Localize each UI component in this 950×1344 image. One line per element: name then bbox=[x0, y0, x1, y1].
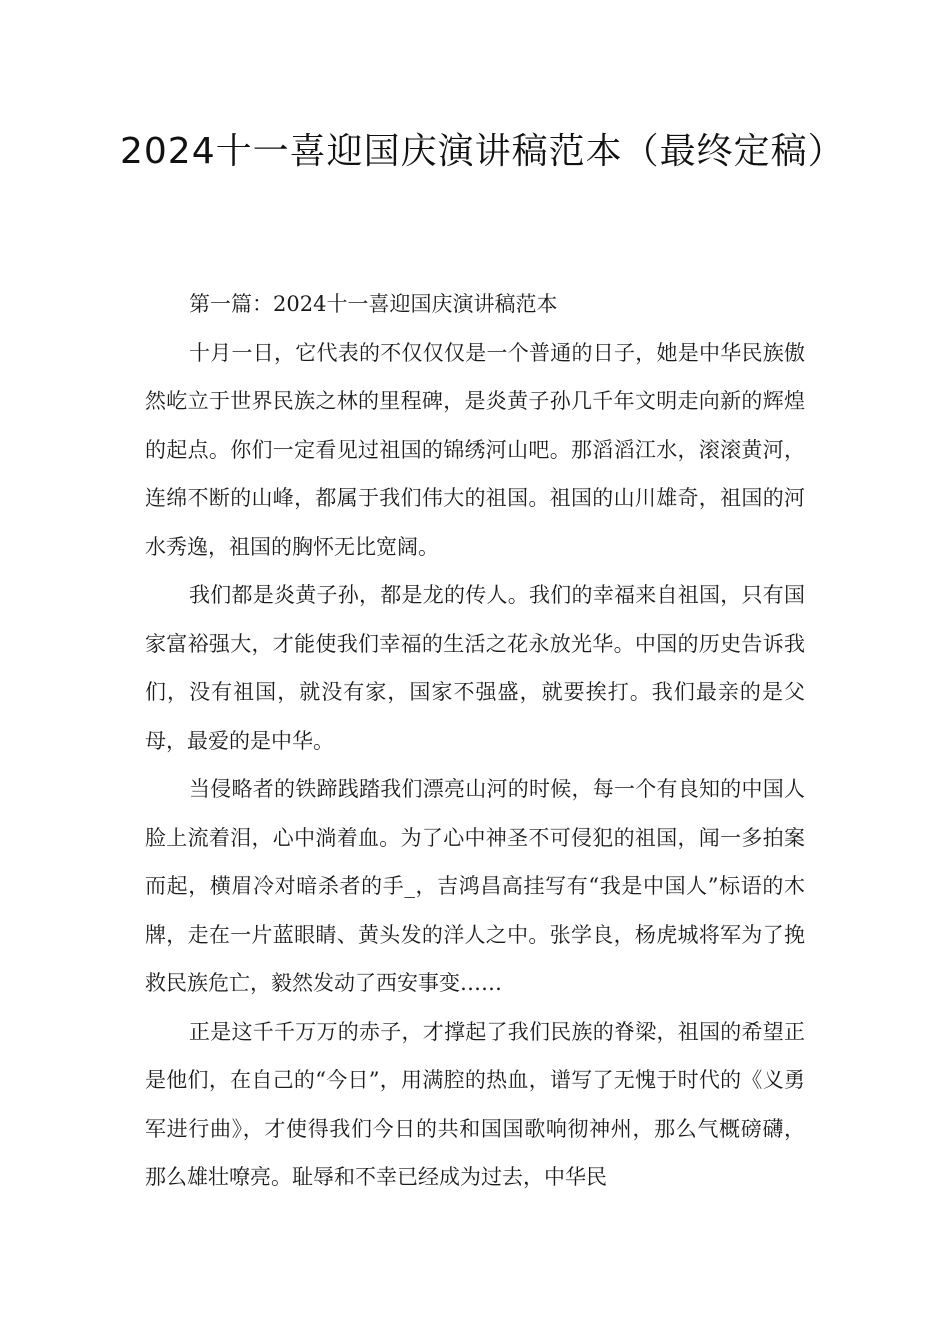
paragraph: 我们都是炎黄子孙，都是龙的传人。我们的幸福来自祖国，只有国家富裕强大，才能使我们幸福的生活之花永放光华。中国的历史告诉我们，没有祖国，就没有家，国家不强盛，就要挨打。我们最亲的是父母，最爱的是中华。 bbox=[145, 583, 805, 753]
document-title: 2024十一喜迎国庆演讲稿范本（最终定稿） bbox=[120, 131, 845, 172]
section-heading: 第一篇：2024十一喜迎国庆演讲稿范本 bbox=[189, 292, 558, 316]
paragraph: 正是这千千万万的赤子，才撑起了我们民族的脊梁，祖国的希望正是他们，在自己的“今日”，用满腔的热血，谱写了无愧于时代的《义勇军进行曲》，才使得我们今日的共和国国歌响彻神州，那么气概磅礴，那么雄壮嘹亮。耻辱和不幸已经成为过去，中华民 bbox=[145, 1019, 805, 1189]
paragraph: 十月一日，它代表的不仅仅仅是一个普通的日子，她是中华民族傲然屹立于世界民族之林的里程碑，是炎黄子孙几千年文明走向新的辉煌的起点。你们一定看见过祖国的锦绣河山吧。那滔滔江水，滚滚黄河，连绵不断的山峰，都属于我们伟大的祖国。祖国的山川雄奇，祖国的河水秀逸，祖国的胸怀无比宽阔。 bbox=[145, 340, 805, 559]
paragraph: 当侵略者的铁蹄践踏我们漂亮山河的时候，每一个有良知的中国人脸上流着泪，心中淌着血。为了心中神圣不可侵犯的祖国，闻一多拍案而起，横眉冷对暗杀者的手_，吉鸿昌高挂写有“我是中国人”标语的木牌，走在一片蓝眼睛、黄头发的洋人之中。张学良，杨虎城将军为了挽救民族危亡，毅然发动了西安事变…… bbox=[145, 777, 805, 995]
document-body bbox=[145, 280, 805, 1202]
